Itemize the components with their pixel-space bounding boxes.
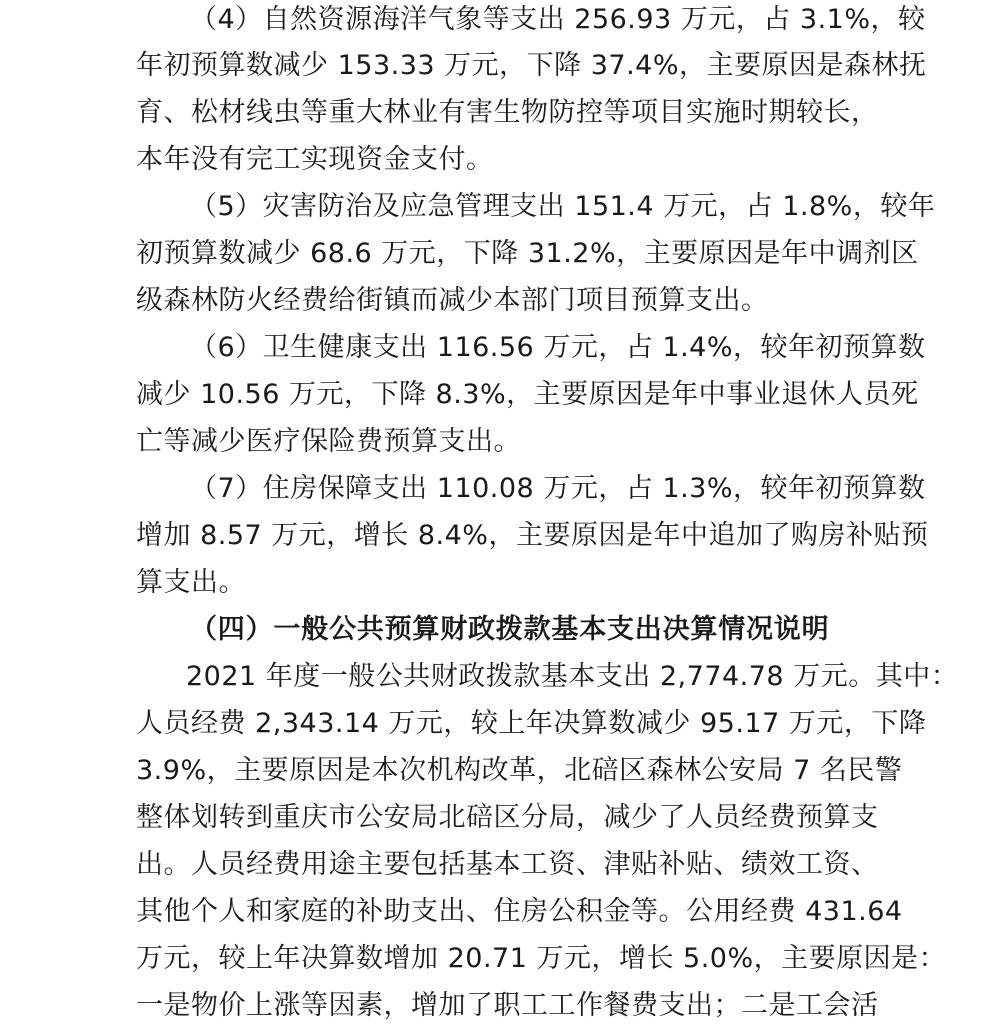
text-line-3: 育、松材线虫等重大林业有害生物防控等项目实施时期较长， — [136, 97, 879, 128]
text-line-20: 其他个人和家庭的补助支出、住房公积金等。公用经费 431.64 — [136, 896, 903, 927]
text-line-11: （7）住房保障支出 110.08 万元，占 1.3%，较年初预算数 — [190, 473, 926, 504]
text-line-15: 2021 年度一般公共财政拨款基本支出 2,774.78 万元。其中： — [186, 661, 959, 692]
text-line-10: 亡等减少医疗保险费预算支出。 — [136, 426, 521, 457]
text-line-13: 算支出。 — [136, 567, 246, 598]
text-line-7: 级森林防火经费给街镇而减少本部门项目预算支出。 — [136, 285, 769, 316]
text-line-21: 万元，较上年决算数增加 20.71 万元，增长 5.0%，主要原因是： — [136, 943, 947, 974]
text-line-6: 初预算数减少 68.6 万元，下降 31.2%，主要原因是年中调剂区 — [136, 238, 919, 269]
text-line-19: 出。人员经费用途主要包括基本工资、津贴补贴、绩效工资、 — [136, 849, 879, 880]
text-line-2: 年初预算数减少 153.33 万元，下降 37.4%，主要原因是森林抚 — [136, 50, 927, 81]
text-line-4: 本年没有完工实现资金支付。 — [136, 144, 494, 175]
text-line-16: 人员经费 2,343.14 万元，较上年决算数减少 95.17 万元，下降 — [136, 708, 927, 739]
text-line-12: 增加 8.57 万元，增长 8.4%，主要原因是年中追加了购房补贴预 — [136, 520, 929, 551]
text-line-22: 一是物价上涨等因素，增加了职工工作餐费支出；二是工会活 — [136, 990, 879, 1021]
text-line-5: （5）灾害防治及应急管理支出 151.4 万元，占 1.8%，较年 — [190, 191, 936, 222]
section-heading: （四）一般公共预算财政拨款基本支出决算情况说明 — [190, 614, 830, 645]
text-line-18: 整体划转到重庆市公安局北碚区分局，减少了人员经费预算支 — [136, 802, 879, 833]
text-line-17: 3.9%，主要原因是本次机构改革，北碚区森林公安局 7 名民警 — [136, 755, 903, 786]
text-line-1: （4）自然资源海洋气象等支出 256.93 万元，占 3.1%，较 — [190, 4, 926, 35]
text-line-9: 减少 10.56 万元，下降 8.3%，主要原因是年中事业退休人员死 — [136, 379, 919, 410]
text-line-8: （6）卫生健康支出 116.56 万元，占 1.4%，较年初预算数 — [190, 332, 926, 363]
